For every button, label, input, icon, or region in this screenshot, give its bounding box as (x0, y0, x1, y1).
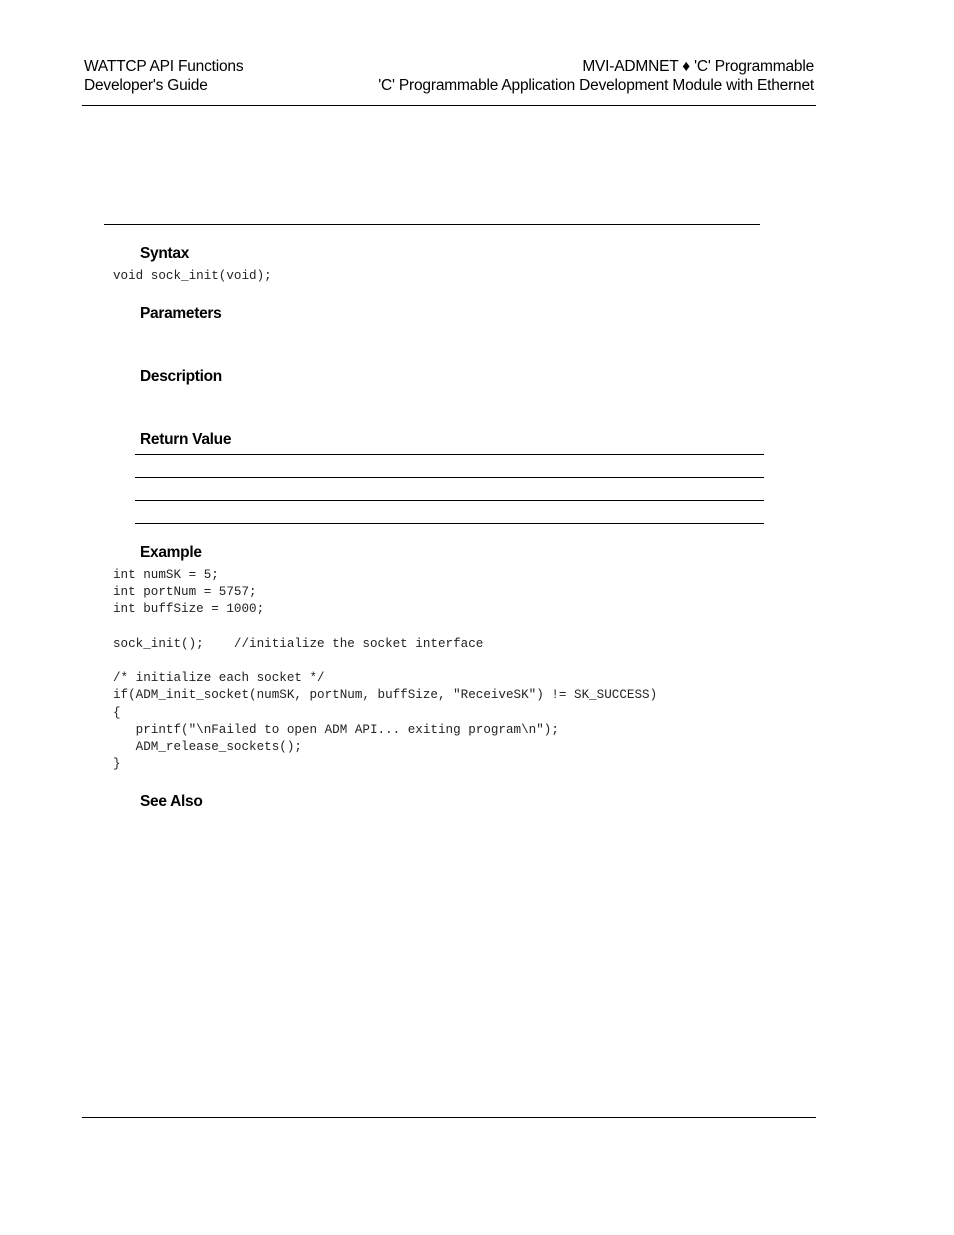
header-product-title: MVI-ADMNET ♦ 'C' Programmable (582, 58, 814, 75)
syntax-code: void sock_init(void); (113, 269, 272, 283)
code-line: int buffSize = 1000; (113, 602, 265, 617)
header-product-subtitle: 'C' Programmable Application Development Module with Ethernet (378, 77, 814, 94)
code-line: sock_init(); //initialize the socket interface (113, 636, 484, 651)
see-also-heading: See Also (140, 793, 203, 810)
code-line: } (113, 757, 121, 772)
return-value-heading: Return Value (140, 431, 232, 448)
return-table-rule (135, 523, 764, 524)
code-line: /* initialize each socket */ (113, 671, 325, 686)
page-header-left (84, 57, 243, 95)
return-table-rule (135, 454, 764, 455)
code-line: printf("\nFailed to open ADM API... exiting program\n"); (113, 722, 559, 737)
return-table-rule (135, 477, 764, 478)
footer-divider (82, 1117, 816, 1118)
example-heading: Example (140, 544, 202, 561)
code-line: if(ADM_init_socket(numSK, portNum, buffSize, "ReceiveSK") != SK_SUCCESS) (113, 688, 658, 703)
parameters-heading: Parameters (140, 305, 222, 322)
code-line: { (113, 705, 121, 720)
syntax-heading: Syntax (140, 245, 190, 262)
header-divider (82, 105, 816, 106)
code-line: int portNum = 5757; (113, 585, 257, 600)
header-guide-title: Developer's Guide (84, 77, 208, 94)
code-line: int numSK = 5; (113, 568, 219, 582)
code-line: ADM_release_sockets(); (113, 740, 302, 754)
header-section-title: WATTCP API Functions (84, 58, 244, 75)
return-table-rule (135, 500, 764, 501)
page-header-right (378, 57, 814, 95)
description-heading: Description (140, 368, 222, 385)
function-title-divider (104, 224, 760, 225)
